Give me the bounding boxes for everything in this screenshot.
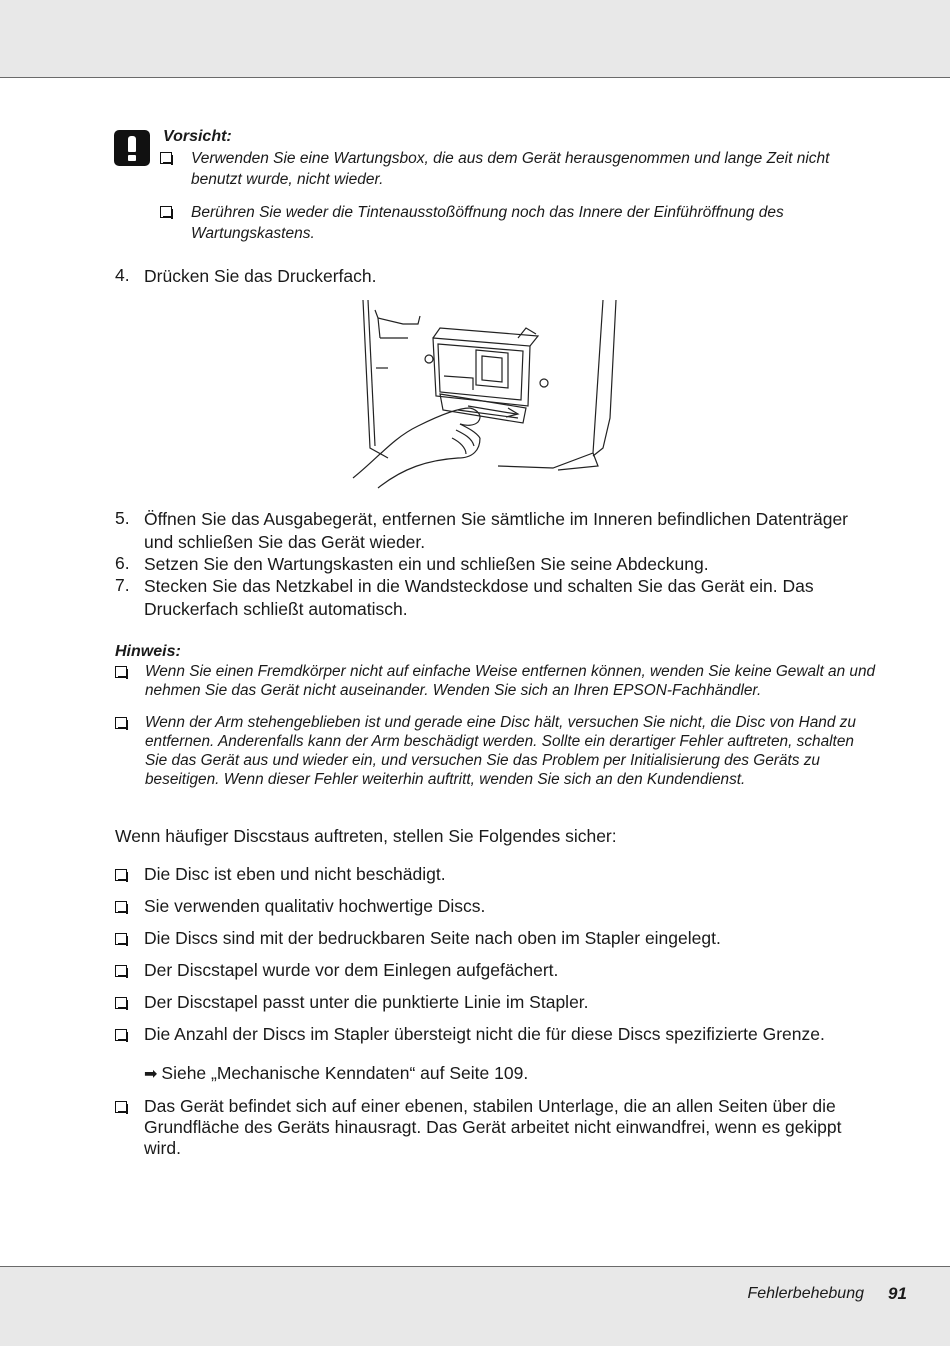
hint-item: Wenn Sie einen Fremdkörper nicht auf einfache Weise entfernen können, wenden Sie keine Gewalt an und nehmen Sie das Gerät nicht auseinander. Wenden Sie sich an Ihren EPSON-Fachhändler. [145, 663, 876, 699]
checklist-item: Das Gerät befindet sich auf einer ebenen, stabilen Unterlage, die an allen Seiten über die Grundfläche des Geräts hinausragt. Das Gerät arbeitet nicht einwandfrei, wenn es gekippt wird. [144, 1096, 842, 1158]
checkbox-icon [115, 997, 127, 1009]
checkbox-icon [115, 1029, 127, 1041]
step-text: Stecken Sie das Netzkabel in die Wandsteckdose und schalten Sie das Gerät ein. Das Druckerfach schließt automatisch. [144, 576, 814, 619]
step-text: Setzen Sie den Wartungskasten ein und schließen Sie seine Abdeckung. [144, 554, 709, 574]
caution-item: Verwenden Sie eine Wartungsbox, die aus dem Gerät herausgenommen und lange Zeit nicht benutzt wurde, nicht wieder. [191, 150, 830, 188]
checkbox-icon [160, 206, 172, 218]
checkbox-icon [115, 933, 127, 945]
checklist-item: Die Anzahl der Discs im Stapler übersteigt nicht die für diese Discs spezifizierte Grenze. [144, 1024, 825, 1044]
caution-title: Vorsicht: [163, 128, 232, 145]
checklist-item: Der Discstapel wurde vor dem Einlegen aufgefächert. [144, 960, 559, 980]
step-number: 7. [115, 575, 130, 595]
caution-exclamation-icon [114, 130, 150, 166]
step-text: Drücken Sie das Druckerfach. [144, 266, 377, 286]
checkbox-icon [160, 152, 172, 164]
header-band [0, 0, 950, 78]
checklist-item: Die Discs sind mit der bedruckbaren Seite nach oben im Stapler eingelegt. [144, 928, 721, 948]
hint-item: Wenn der Arm stehengeblieben ist und gerade eine Disc hält, versuchen Sie nicht, die Disc von Hand zu entfernen. Anderenfalls kann der Arm beschädigt werden. Sollte ein derartiger Fehler auftreten, schalten Sie das Gerät aus und wieder ein, und versuchen Sie das Problem per Initialisierung des Geräts zu beseitigen. Wenn dieser Fehler weiterhin auftritt, wenden Sie sich an den Kundendienst. [145, 714, 856, 788]
checkbox-icon [115, 1101, 127, 1113]
intro-paragraph: Wenn häufiger Discstaus auftreten, stellen Sie Folgendes sicher: [115, 826, 617, 846]
cross-reference[interactable] [144, 1063, 879, 1085]
checklist-item: Sie verwenden qualitativ hochwertige Discs. [144, 896, 486, 916]
checkbox-icon [115, 717, 127, 729]
checkbox-icon [115, 901, 127, 913]
checkbox-icon [115, 965, 127, 977]
step-number: 5. [115, 508, 130, 528]
checklist-item: Die Disc ist eben und nicht beschädigt. [144, 864, 446, 884]
checkbox-icon [115, 869, 127, 881]
hint-title: Hinweis: [115, 643, 181, 660]
caution-item: Berühren Sie weder die Tintenausstoßöffnung noch das Innere der Einführöffnung des Wartungskastens. [191, 204, 784, 242]
checkbox-icon [115, 666, 127, 678]
footer-band [0, 1266, 950, 1346]
cross-reference-text: Siehe „Mechanische Kenndaten“ auf Seite 109. [161, 1063, 529, 1083]
step-text: Öffnen Sie das Ausgabegerät, entfernen Sie sämtliche im Inneren befindlichen Datenträger und schließen Sie das Gerät wieder. [144, 509, 849, 552]
step-number: 4. [115, 265, 130, 285]
page-number: 91 [888, 1284, 907, 1303]
footer-section-title: Fehlerbehebung [747, 1285, 864, 1302]
checklist-item: Der Discstapel passt unter die punktierte Linie im Stapler. [144, 992, 589, 1012]
step-number: 6. [115, 553, 130, 573]
arrow-right-icon: ➡ [144, 1066, 158, 1083]
printer-tray-illustration [348, 298, 638, 493]
